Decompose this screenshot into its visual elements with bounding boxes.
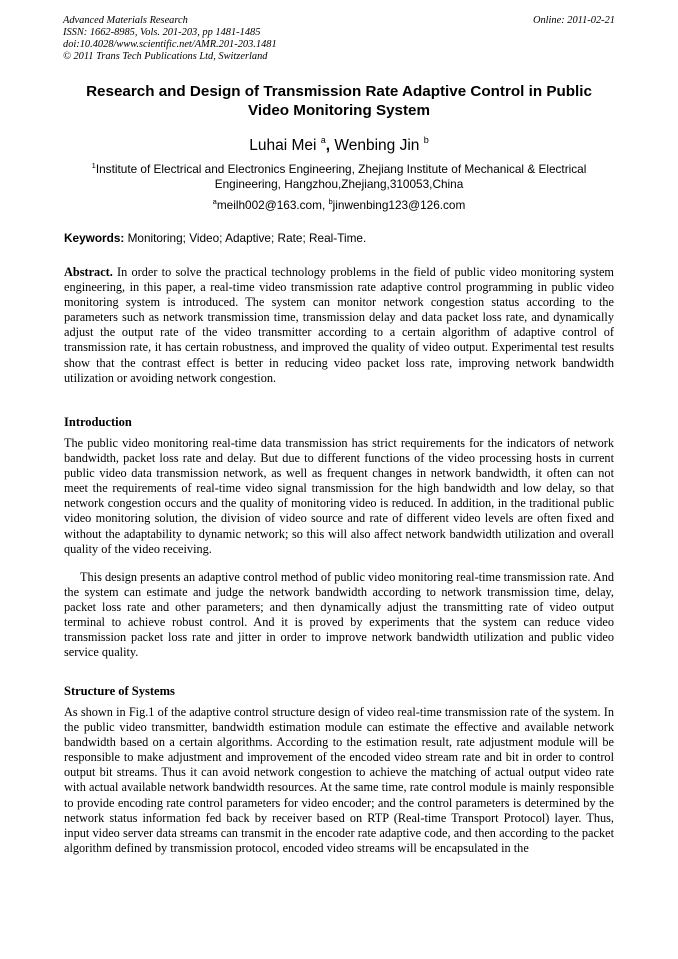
abstract-text: In order to solve the practical technology problems in the field of public video monitoring system engineering, in this paper, a real-time video transmission rate adaptive control programming in public video monitoring system is introduced. The system can monitor network congestion status according to the parameters such as network transmission time, transmission delay and data packet loss rate, and dynamically adjust the output rate of the video transmitter according to a certain algorithm of adaptive control of transmission rate, it has certain robustness, and improved the quality of video output. Experimental test results show that the contrast effect is better in reducing video packet loss rate, improving network bandwidth utilization or avoiding network congestion. (64, 265, 614, 385)
author-list (60, 131, 618, 155)
doi: doi:10.4028/www.scientific.net/AMR.201-203.1481 (63, 39, 277, 50)
intro-paragraph-1: The public video monitoring real-time data transmission has strict requirements for the indicators of network bandwidth, packet loss rate and delay. But due to different functions of the video processing hosts in current public video data transmission network, as well as frequent changes in network bandwidth, it often can not meet the requirements of real-time video signal transmission for the high bandwidth and low delay, so that network congestion occurs and the quality of monitoring video is reduced. In addition, in the traditional public video monitoring solution, the division of video source and rate of different video levels are often fixed and without the adaptability to dynamic network; so this will also affect network bandwidth utilization and overall quality of the video receiving. (64, 436, 614, 556)
journal-name: Advanced Materials Research (63, 15, 188, 26)
author-1: Luhai Mei (249, 137, 317, 154)
affiliation (60, 158, 618, 192)
journal-header (63, 15, 615, 63)
title-line-1: Research and Design of Transmission Rate Adaptive Control in Public (86, 83, 592, 100)
copyright: © 2011 Trans Tech Publications Ltd, Switzerland (63, 51, 268, 62)
email-a-sup: a (212, 197, 217, 206)
author-1-sup: a (320, 135, 326, 145)
intro-paragraph-2: This design presents an adaptive control method of public video monitoring real-time transmission rate. And the system can estimate and judge the network bandwidth according to network transmission time, delay, packet loss rate and other parameters; and then dynamically adjust the transmitting rate of video output terminal to achieve robust control. And it is proved by experiments that the system can reduce video transmission packet loss rate and jitter in order to improve network bandwidth utilization and public video service quality. (64, 570, 614, 660)
author-separator: , (325, 137, 331, 154)
keywords-label: Keywords: (64, 231, 125, 245)
section-heading-structure: Structure of Systems (64, 684, 175, 698)
affiliation-line-2: Engineering, Hangzhou,Zhejiang,310053,China (214, 177, 464, 191)
author-2-sup: b (423, 135, 429, 145)
online-date: Online: 2011-02-21 (532, 15, 615, 26)
author-emails (60, 194, 618, 213)
section-heading-introduction: Introduction (64, 415, 132, 429)
keywords-text: Monitoring; Video; Adaptive; Rate; Real-Time. (124, 231, 367, 245)
email-b-sup: b (328, 197, 333, 206)
structure-paragraph-1: As shown in Fig.1 of the adaptive control structure design of video real-time transmission rate of the system. In the public video transmitter, bandwidth estimation module can estimate the effective and available network bandwidth based on a certain algorithms. According to the estimation result, rate adjustment module will be responsible to make adjustment and improvement of the encoded video stream rate and bit in order to control output bit streams. Thus it can avoid network congestion to achieve the matching of actual output video rate with actual available network bandwidth resources. At the same time, rate control module is mainly responsible to provide encoding rate control parameters for video encoder; and the control parameters is determined by the network status information fed back by receiver based on RTP (Real-time Transport Protocol) layer. Thus, input video server data streams can transmit in the encoder rate adaptive code, and then according to the packet algorithm defined by transmission protocol, encoded video streams will be encapsulated in the (64, 705, 614, 855)
issn: ISSN: 1662-8985, Vols. 201-203, pp 1481-1485 (63, 27, 261, 38)
affiliation-line-1: Institute of Electrical and Electronics Engineering, Zhejiang Institute of Mechanical & Electrical (95, 162, 587, 176)
author-2: Wenbing Jin (334, 137, 420, 154)
email-a: meilh002@163.com, (216, 198, 329, 212)
email-b: jinwenbing123@126.com (332, 198, 466, 212)
abstract (64, 265, 614, 386)
title-line-2: Video Monitoring System (248, 102, 430, 119)
paper-title (60, 82, 618, 120)
affiliation-sup: 1 (91, 161, 96, 170)
keywords (64, 231, 614, 246)
abstract-label: Abstract. (64, 265, 113, 279)
